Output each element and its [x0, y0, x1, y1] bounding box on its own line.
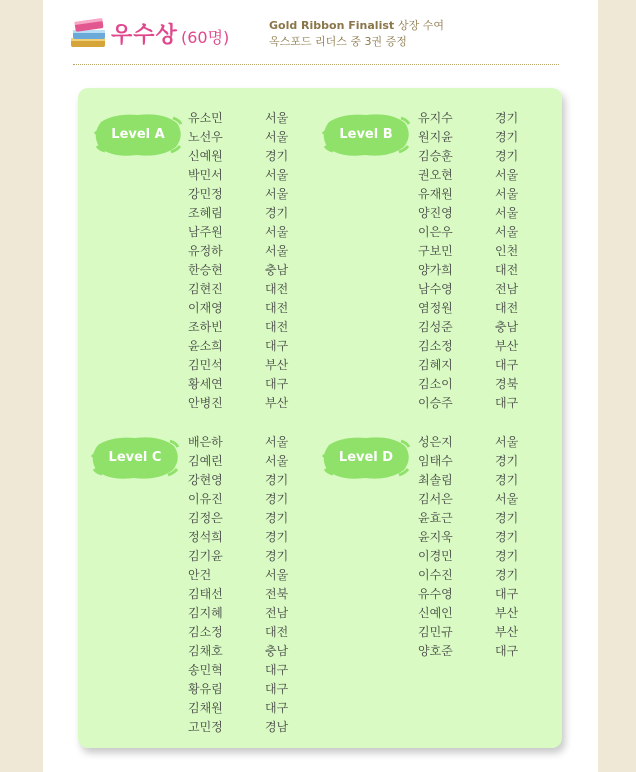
list-item: 박민서 서울 — [188, 168, 289, 182]
list-item: 김기윤 경기 — [188, 549, 289, 563]
list-item: 최솔림 경기 — [418, 473, 519, 487]
level-d-label: Level D — [338, 450, 394, 465]
list-item: 윤소희 대구 — [188, 339, 289, 353]
list-item: 김민규 부산 — [418, 625, 519, 639]
list-item: 노선우 서울 — [188, 130, 289, 144]
list-item: 강현영 경기 — [188, 473, 289, 487]
list-item: 윤지욱 경기 — [418, 530, 519, 544]
list-item: 한승현 충남 — [188, 263, 289, 277]
list-item: 양호준 대구 — [418, 644, 519, 658]
list-item: 이은우 서울 — [418, 225, 519, 239]
list-item: 이재영 대전 — [188, 301, 289, 315]
list-item: 유재원 서울 — [418, 187, 519, 201]
list-item: 안건 서울 — [188, 568, 289, 582]
list-item: 김민석 부산 — [188, 358, 289, 372]
level-d-badge — [321, 433, 411, 483]
list-item: 양진영 서울 — [418, 206, 519, 220]
list-item: 고민정 경남 — [188, 720, 289, 734]
level-c-list — [188, 433, 288, 737]
dotted-divider — [73, 64, 559, 65]
list-item: 김승훈 경기 — [418, 149, 519, 163]
level-b-badge — [321, 110, 411, 160]
prize-line-1 — [269, 17, 444, 33]
list-item: 구보민 인천 — [418, 244, 519, 258]
list-item: 남수영 전남 — [418, 282, 519, 296]
list-item: 황세연 대구 — [188, 377, 289, 391]
list-item: 김소이 경북 — [418, 377, 519, 391]
list-item: 김혜지 대구 — [418, 358, 519, 372]
list-item: 성은지 서울 — [418, 435, 519, 449]
list-item: 원지윤 경기 — [418, 130, 519, 144]
list-item: 김소정 부산 — [418, 339, 519, 353]
list-item: 양가희 대전 — [418, 263, 519, 277]
list-item: 김성준 충남 — [418, 320, 519, 334]
list-item: 권오현 서울 — [418, 168, 519, 182]
level-a-label: Level A — [111, 127, 165, 142]
list-item: 이수진 경기 — [418, 568, 519, 582]
list-item: 유정하 서울 — [188, 244, 289, 258]
books-icon — [69, 14, 109, 50]
list-item: 김정은 경기 — [188, 511, 289, 525]
list-item: 염정원 대전 — [418, 301, 519, 315]
list-item: 황유림 대구 — [188, 682, 289, 696]
list-item: 남주원 서울 — [188, 225, 289, 239]
list-item: 유소민 서울 — [188, 111, 289, 125]
list-item: 김서은 서울 — [418, 492, 519, 506]
prize-suffix: 상장 수여 — [398, 19, 445, 32]
list-item: 윤효근 경기 — [418, 511, 519, 525]
page-title: 우수상 — [111, 23, 178, 48]
level-b-list — [418, 109, 518, 413]
list-item: 안병진 부산 — [188, 396, 289, 410]
winners-panel — [78, 88, 562, 748]
list-item: 이승주 대구 — [418, 396, 519, 410]
list-item: 신예원 경기 — [188, 149, 289, 163]
list-item: 유지수 경기 — [418, 111, 519, 125]
level-a-list — [188, 109, 288, 413]
list-item: 이경민 경기 — [418, 549, 519, 563]
prize-name: Gold Ribbon Finalist — [269, 19, 395, 32]
list-item: 송민혁 대구 — [188, 663, 289, 677]
content-page — [43, 0, 598, 772]
list-item: 조혜림 경기 — [188, 206, 289, 220]
list-item: 이유진 경기 — [188, 492, 289, 506]
level-c-label: Level C — [108, 450, 162, 465]
list-item: 유수영 대구 — [418, 587, 519, 601]
level-c-badge — [90, 433, 180, 483]
list-item: 배은하 서울 — [188, 435, 289, 449]
list-item: 정석희 경기 — [188, 530, 289, 544]
level-a-badge — [93, 110, 183, 160]
list-item: 김예린 서울 — [188, 454, 289, 468]
winner-count: (60명) — [181, 28, 230, 47]
list-item: 임태수 경기 — [418, 454, 519, 468]
list-item: 김채원 대구 — [188, 701, 289, 715]
list-item: 김지혜 전남 — [188, 606, 289, 620]
list-item: 조하빈 대전 — [188, 320, 289, 334]
list-item: 신예인 부산 — [418, 606, 519, 620]
level-b-label: Level B — [339, 127, 393, 142]
list-item: 김채호 충남 — [188, 644, 289, 658]
list-item: 김태선 전북 — [188, 587, 289, 601]
list-item: 김소정 대전 — [188, 625, 289, 639]
list-item: 김현진 대전 — [188, 282, 289, 296]
list-item: 강민정 서울 — [188, 187, 289, 201]
prize-line-2: 옥스포드 리더스 중 3권 증정 — [269, 35, 407, 48]
award-header — [43, 0, 598, 70]
level-d-list — [418, 433, 518, 661]
